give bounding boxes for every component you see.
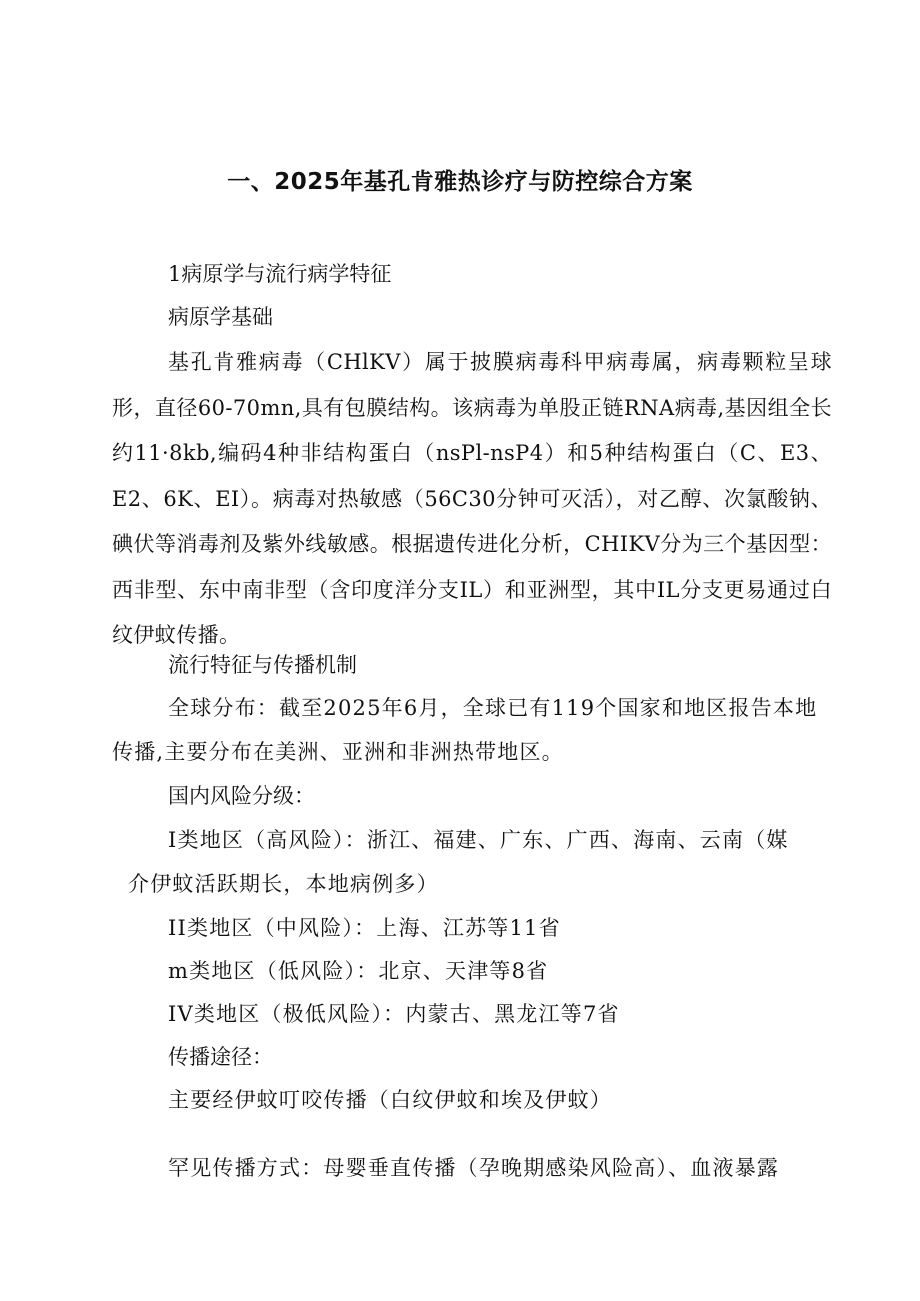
risk-class-4: IV类地区（极低风险）：内蒙古、黑龙江等7省 xyxy=(168,1002,620,1026)
global-distribution-line-1: 全球分布：截至2025年6月，全球已有119个国家和地区报告本地 xyxy=(168,696,818,720)
subsection-heading-epidemic: 流行特征与传播机制 xyxy=(168,653,357,677)
risk-class-2: II类地区（中风险）：上海、江苏等11省 xyxy=(168,916,561,940)
document-title: 一、2025年基孔肯雅热诊疗与防控综合方案 xyxy=(227,169,693,195)
transmission-main: 主要经伊蚊叮咬传播（白纹伊蚊和埃及伊蚊） xyxy=(168,1088,612,1112)
risk-class-1-line-2: 介伊蚊活跃期长，本地病例多） xyxy=(128,872,439,896)
risk-class-1-line-1: I类地区（高风险）：浙江、福建、广东、广西、海南、云南（媒 xyxy=(168,828,789,852)
domestic-risk-heading: 国内风险分级： xyxy=(168,784,315,808)
transmission-rare: 罕见传播方式：母婴垂直传播（孕晚期感染风险高）、血液暴露 xyxy=(168,1156,780,1180)
global-distribution-line-2: 传播,主要分布在美洲、亚洲和非洲热带地区。 xyxy=(112,740,564,764)
transmission-heading: 传播途径： xyxy=(168,1045,273,1069)
section-heading: 1病原学与流行病学特征 xyxy=(168,262,392,286)
subsection-heading-pathogen: 病原学基础 xyxy=(168,305,273,329)
risk-class-3: m类地区（低风险）：北京、天津等8省 xyxy=(168,959,549,983)
pathogen-paragraph: 基孔肯雅病毒（CHlKV）属于披膜病毒科甲病毒属，病毒颗粒呈球形，直径60-70mn,具有包膜结构。该病毒为单股正链RNA病毒,基因组全长约11·8kb,编码4种非结构蛋白（nsPl-nsP4）和5种结构蛋白（C、E3、E2、6K、EI）。病毒对热敏感（56C30分钟可灭活），对乙醇、次氯酸钠、碘伏等消毒剂及紫外线敏感。根据遗传进化分析，CHIKV分为三个基因型：西非型、东中南非型（含印度洋分支IL）和亚洲型，其中IL分支更易通过白纹伊蚊传播。 xyxy=(112,350,832,647)
